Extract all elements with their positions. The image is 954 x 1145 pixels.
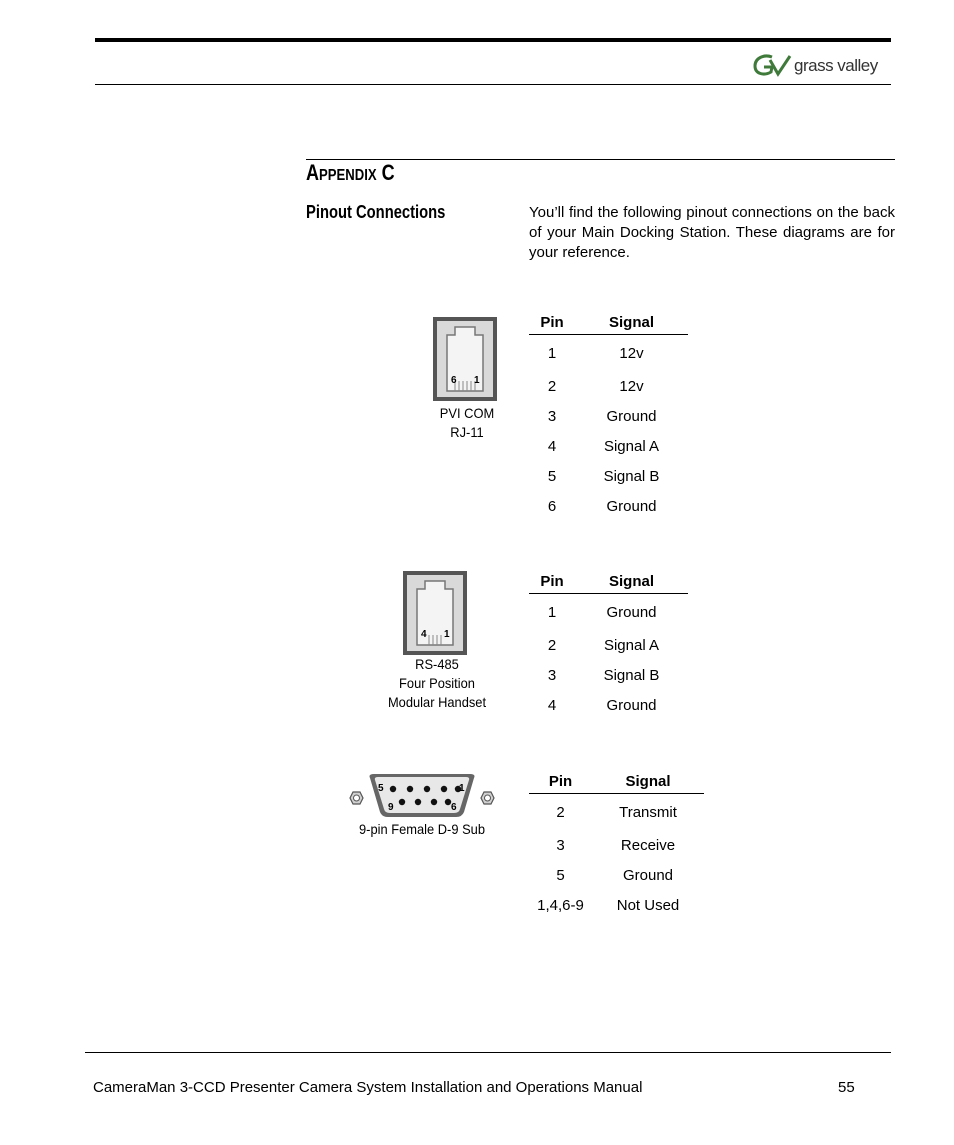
rj11-label-line2: RJ-11 — [450, 424, 484, 440]
page-number: 55 — [838, 1079, 855, 1096]
d9-pin-mark-9: 9 — [388, 802, 394, 813]
rj11-label-line1: PVI COM — [439, 405, 495, 421]
signal-cell: Transmit — [619, 803, 677, 821]
table-header-signal: Signal — [592, 769, 704, 794]
intro-paragraph: You’ll find the following pinout connections on the back of your Main Docking Station. These diagrams are for your reference. — [529, 204, 895, 261]
table-row — [529, 431, 688, 461]
d9-pin-mark-5: 5 — [378, 783, 384, 794]
footer-rule — [85, 1052, 891, 1053]
d9-pin-table — [529, 769, 704, 920]
grass-valley-logo — [752, 52, 892, 82]
pin-cell: 1 — [547, 344, 557, 362]
logo-wordmark: grass valley — [794, 56, 878, 75]
rs485-label-line2: Four Position — [399, 675, 475, 691]
appendix-title-rest: PPENDIX — [319, 167, 377, 184]
d9-pin-mark-6: 6 — [451, 802, 457, 813]
table-row — [529, 890, 704, 920]
table-header-pin: Pin — [529, 310, 575, 335]
table-row — [529, 860, 704, 890]
table-row — [529, 335, 688, 372]
rs485-jack-icon — [403, 571, 467, 655]
signal-cell: Ground — [606, 497, 657, 515]
rs485-pin-mark-1: 1 — [444, 629, 450, 640]
table-row — [529, 690, 688, 720]
d9-label — [347, 820, 498, 839]
table-header-signal: Signal — [575, 310, 688, 335]
rj11-pin-mark-1: 1 — [474, 375, 480, 386]
signal-cell: Ground — [622, 866, 674, 884]
table-row — [529, 660, 688, 690]
signal-cell: Ground — [606, 407, 657, 425]
signal-cell: Ground — [606, 696, 657, 714]
rs485-connector-diagram — [403, 571, 467, 655]
rj11-label — [428, 404, 505, 442]
table-row — [529, 401, 688, 431]
rj11-pin-table — [529, 310, 688, 521]
pin-cell: 3 — [547, 407, 557, 425]
pin-cell: 3 — [556, 836, 565, 854]
signal-cell: 12v — [619, 377, 644, 395]
rs485-pin-mark-4: 4 — [421, 629, 427, 640]
pin-cell: 6 — [547, 497, 557, 515]
header-rule-thin — [95, 84, 891, 85]
signal-cell: Signal B — [603, 666, 660, 684]
signal-cell: Signal A — [603, 636, 660, 654]
appendix-title — [306, 160, 395, 186]
rs485-label — [373, 655, 502, 712]
rj11-jack-icon — [433, 317, 497, 401]
signal-cell: Signal B — [603, 467, 660, 485]
table-row — [529, 630, 688, 660]
rj11-connector-diagram — [433, 317, 497, 401]
pin-cell: 4 — [547, 437, 557, 455]
d9-connector-diagram — [348, 772, 496, 818]
signal-cell: Ground — [606, 603, 657, 621]
pin-cell: 5 — [556, 866, 565, 884]
section-heading: Pinout Connections — [306, 202, 446, 222]
pin-cell: 2 — [556, 803, 565, 821]
signal-cell: 12v — [619, 344, 644, 362]
rs485-label-line3: Modular Handset — [387, 694, 487, 710]
pin-cell: 3 — [547, 666, 557, 684]
table-row — [529, 491, 688, 521]
pin-cell: 1 — [547, 603, 557, 621]
table-header-pin: Pin — [529, 569, 575, 594]
d9-connector-icon — [348, 772, 496, 818]
appendix-title-initial: A — [306, 160, 320, 185]
d9-label-line1: 9-pin Female D-9 Sub — [358, 821, 485, 837]
rs485-pin-table — [529, 569, 688, 720]
table-row — [529, 794, 704, 831]
gv-logo-icon — [752, 52, 794, 80]
table-row — [529, 461, 688, 491]
pin-cell: 2 — [547, 377, 557, 395]
footer-manual-title: CameraMan 3-CCD Presenter Camera System Installation and Operations Manual — [93, 1079, 643, 1096]
table-row — [529, 830, 704, 860]
pin-cell: 4 — [547, 696, 557, 714]
table-row — [529, 594, 688, 631]
table-row — [529, 371, 688, 401]
rs485-label-line1: RS-485 — [415, 656, 459, 672]
header-rule-thick — [95, 38, 891, 42]
pin-cell: 2 — [547, 636, 557, 654]
signal-cell: Not Used — [616, 896, 680, 914]
d9-pin-mark-1: 1 — [459, 783, 465, 794]
pin-cell: 5 — [547, 467, 557, 485]
signal-cell: Receive — [620, 836, 676, 854]
appendix-letter: C — [381, 160, 395, 185]
table-header-signal: Signal — [575, 569, 688, 594]
table-header-pin: Pin — [529, 769, 592, 794]
signal-cell: Signal A — [603, 437, 660, 455]
pin-cell: 1,4,6-9 — [537, 896, 584, 914]
rj11-pin-mark-6: 6 — [451, 375, 457, 386]
